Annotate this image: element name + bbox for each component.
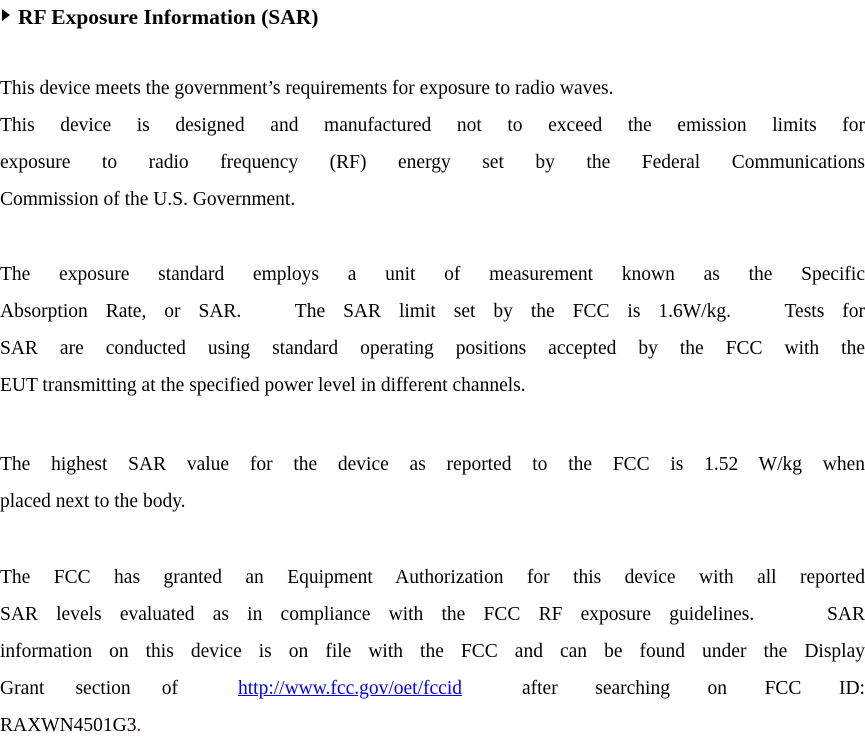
triangle-bullet-icon (2, 9, 10, 21)
paragraph-highest-sar (0, 446, 865, 520)
text-line: EUT transmitting at the specified power level in different channels. (0, 375, 526, 396)
text-line: Commission of the U.S. Government. (0, 189, 296, 210)
word: of (161, 678, 178, 699)
text-line (0, 707, 865, 744)
fcc-id-link[interactable]: http://www.fcc.gov/oet/fccid (237, 678, 462, 699)
grant-section-text (0, 670, 178, 707)
paragraph-exposure-standard (0, 256, 865, 404)
search-fcc-id-text (522, 670, 865, 707)
word: searching (595, 678, 670, 699)
text-line: Absorption Rate, or SAR. The SAR limit set by the FCC is 1.6W/kg. Tests for (0, 301, 865, 322)
text-line: The FCC has granted an Equipment Authorization for this device with all reported (0, 567, 865, 588)
heading-text: RF Exposure Information (SAR) (18, 5, 319, 29)
text-line: This device meets the government’s requirements for exposure to radio waves. (0, 78, 614, 99)
section-heading (2, 1, 318, 33)
text-line: The highest SAR value for the device as reported to the FCC is 1.52 W/kg when (0, 454, 865, 475)
text-line: placed next to the body. (0, 491, 186, 512)
text-line (0, 670, 865, 707)
word: after (521, 678, 558, 699)
fcc-id-value: RAXWN4501G3 (0, 715, 137, 736)
text-line: This device is designed and manufactured not to exceed the emission limits for (0, 115, 865, 136)
word: section (75, 678, 131, 699)
trailing-period: . (136, 715, 142, 736)
word: Grant (0, 678, 45, 699)
text-line: exposure to radio frequency (RF) energy set by the Federal Communications (0, 152, 865, 173)
paragraph-authorization (0, 559, 865, 744)
text-line: The exposure standard employs a unit of measurement known as the Specific (0, 264, 865, 285)
word: on (707, 678, 728, 699)
word: ID: (838, 678, 865, 699)
text-line: SAR levels evaluated as in compliance with the FCC RF exposure guidelines. SAR (0, 604, 865, 625)
word: FCC (764, 678, 802, 699)
text-line: SAR are conducted using standard operating positions accepted by the FCC with the (0, 338, 865, 359)
paragraph-intro (0, 70, 865, 218)
text-line: information on this device is on file with the FCC and can be found under the Display (0, 641, 865, 662)
